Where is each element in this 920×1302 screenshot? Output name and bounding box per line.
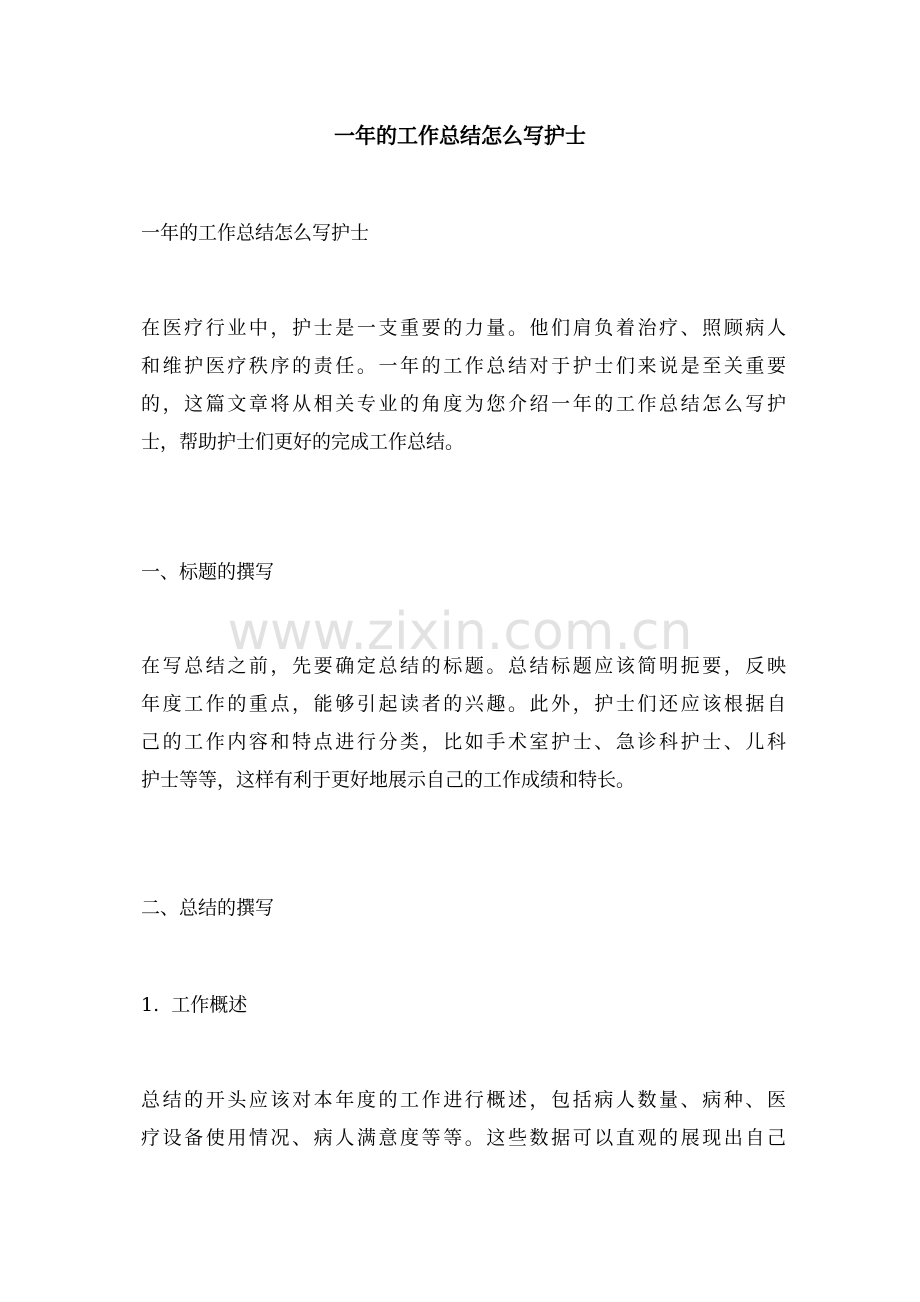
section1-line: 己的工作内容和特点进行分类，比如手术室护士、急诊科护士、儿科 [141,731,786,753]
section1-heading: 一、标题的撰写 [141,561,275,583]
intro-line: 的，这篇文章将从相关专业的角度为您介绍一年的工作总结怎么写护 [141,393,786,415]
section1-paragraph [141,647,786,799]
section1-line: 年度工作的重点，能够引起读者的兴趣。此外，护士们还应该根据自 [141,693,786,715]
section1-line: 在写总结之前，先要确定总结的标题。总结标题应该简明扼要，反映 [141,655,786,677]
intro-line: 士，帮助护士们更好的完成工作总结。 [141,431,465,453]
document-title: 一年的工作总结怎么写护士 [334,123,586,148]
subsection1-paragraph [141,1081,786,1157]
subsection1-line: 疗设备使用情况、病人满意度等等。这些数据可以直观的展现出自己 [141,1127,786,1149]
intro-line: 和维护医疗秩序的责任。一年的工作总结对于护士们来说是至关重要 [141,355,786,377]
section2-heading: 二、总结的撰写 [141,897,275,919]
section1-line: 护士等等，这样有利于更好地展示自己的工作成绩和特长。 [141,769,636,791]
document-subtitle: 一年的工作总结怎么写护士 [141,222,370,244]
intro-line: 在医疗行业中，护士是一支重要的力量。他们肩负着治疗、照顾病人 [141,317,786,339]
watermark-text: www.zixin.com.cn [227,602,693,662]
intro-paragraph [141,309,786,461]
subsection1-heading: 1. 工作概述 [141,994,248,1016]
subsection1-line: 总结的开头应该对本年度的工作进行概述，包括病人数量、病种、医 [141,1089,786,1111]
